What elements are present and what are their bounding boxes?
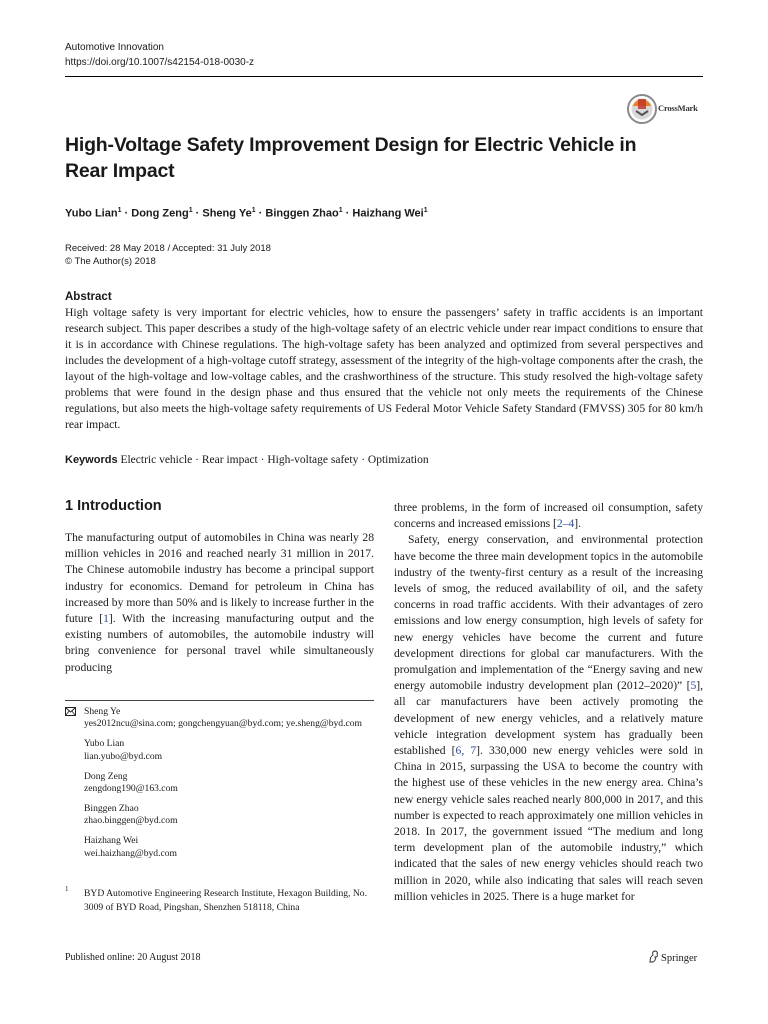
contact-name: Sheng Ye — [84, 706, 121, 717]
body-text: ], all car manufacturers have been actively promoting the development of new energy vehicles, and a relatively mature vehicle integration development system has gradually been established [ — [394, 679, 703, 758]
section-heading: 1 Introduction — [65, 498, 162, 514]
publisher-name: Springer — [661, 953, 698, 964]
copyright-notice: © The Author(s) 2018 — [65, 256, 156, 267]
author-name: Yubo Lian — [65, 207, 118, 220]
published-date: Published online: 20 August 2018 — [65, 952, 201, 963]
author-name: Sheng Ye — [202, 207, 252, 220]
contact-entry — [84, 771, 374, 796]
body-text: The manufacturing output of automobiles in China was nearly 28 million vehicles in 2016 and reached nearly 31 million in 2017. The Chinese automobile industry has become a principal support industry for economics. Demand for petroleum in China has increased by more than 50% and is likely to increase further in the future [ — [65, 531, 374, 626]
crossmark-label: CrossMark — [658, 103, 698, 113]
contact-email[interactable]: wei.haizhang@byd.com — [84, 847, 178, 859]
abstract-heading: Abstract — [65, 291, 112, 303]
crossmark-icon — [627, 93, 657, 125]
author-name: Dong Zeng — [131, 207, 189, 220]
header-divider — [65, 76, 703, 77]
body-text: Safety, energy conservation, and environmental protection have become the three main development topics in the automobile industry of the twenty-first century as a result of the increasing levels of smog, the reduced availability of oil, and the safety concerns in road traffic accidents. With their advantages of zero emissions and low energy consumption, high levels of safety for new energy vehicles have become the current and future development directions for global car manufacturers. With the promulgation and implementation of the “Energy saving and new energy automobile industry development plan (2012–2020)” [ — [394, 533, 703, 693]
corresponding-contacts — [84, 706, 374, 868]
contact-email[interactable]: yes2012ncu@sina.com; gongchengyuan@byd.com; ye.sheng@byd.com — [84, 718, 363, 730]
author-separator: · — [255, 207, 266, 220]
contact-entry — [84, 706, 374, 731]
author-separator: · — [192, 207, 203, 220]
citation-link[interactable]: 1 — [103, 612, 109, 626]
author-affiliation-mark: 1 — [338, 207, 343, 214]
author-separator: · — [121, 207, 132, 220]
intro-left-column — [65, 530, 374, 676]
citation-link[interactable]: 6, 7 — [455, 744, 477, 758]
publisher-logo — [648, 950, 697, 964]
abstract-text: High voltage safety is very important for electric vehicles, how to ensure the passengers’ safety in traffic accidents is an important research subject. This paper describes a study of the high-voltage safety of an electric vehicle under rear impact conditions to ensure that it is in accordance with Chinese regulations. The high-voltage safety has been analyzed and optimized from several perspectives and includes the development of a high-voltage cutoff strategy, assessment of the integrity of the high-voltage components after the crash, the layout of the high-voltage and low-voltage cables, and the crashworthiness of the structure. This study resolved the high-voltage safety problems that were found in the design phase and thus ensured that the vehicle not only meets the requirements of the Chinese regulations, but also meets the high-voltage safety requirements of US Federal Motor Vehicle Safety Standard (FMVSS) 305 for 80 km/h rear impact. — [65, 306, 703, 431]
intro-right-column — [394, 500, 703, 905]
body-text: three problems, in the form of increased oil consumption, safety concerns and increased emissions [ — [394, 501, 703, 531]
received-accepted-dates: Received: 28 May 2018 / Accepted: 31 July 2018 — [65, 243, 271, 254]
article-dates — [65, 242, 271, 268]
author-name: Haizhang Wei — [352, 207, 424, 220]
keywords-label: Keywords — [65, 454, 118, 466]
contact-email[interactable]: zhao.binggen@byd.com — [84, 815, 178, 827]
author-affiliation-mark: 1 — [188, 207, 193, 214]
crossmark-badge[interactable] — [627, 93, 703, 125]
author-separator: · — [342, 207, 353, 220]
contact-email[interactable]: zengdong190@163.com — [84, 783, 178, 795]
contact-email[interactable]: lian.yubo@byd.com — [84, 750, 163, 762]
intro-paragraph-3 — [394, 532, 703, 905]
contact-entry — [84, 835, 374, 860]
author-affiliation-mark: 1 — [117, 207, 122, 214]
affiliation-number: 1 — [65, 885, 69, 893]
author-affiliation-mark: 1 — [423, 207, 428, 214]
author-list — [65, 204, 428, 221]
affiliation-text: BYD Automotive Engineering Research Institute, Hexagon Building, No. 3009 of BYD Road, Pingshan, Shenzhen 518118, China — [84, 888, 367, 913]
body-text: ]. With the increasing manufacturing output and the existing numbers of automobiles, the automobile industry will bring convenience for personal travel while simultaneously producing — [65, 612, 374, 674]
citation-link[interactable]: 2–4 — [556, 517, 575, 531]
intro-paragraph-2 — [394, 500, 703, 532]
journal-name: Automotive Innovation — [65, 42, 164, 53]
springer-horse-icon — [648, 950, 659, 963]
footnote-divider — [65, 700, 374, 701]
envelope-icon — [65, 707, 76, 716]
body-text: ]. — [574, 517, 582, 531]
keywords — [65, 452, 429, 468]
contact-entry — [84, 738, 374, 763]
keywords-list: Electric vehicle · Rear impact · High-voltage safety · Optimization — [120, 454, 429, 466]
body-text: ]. 330,000 new energy vehicles were sold in China in 2015, surpassing the USA to become the country with the highest use of these vehicles in the new energy area. China’s new energy vehicle sales reached nearly 800,000 in 2017, and this number is expected to reach approximately one million vehicles in 2018. In 2017, the government issued “The medium and long term development plan of the automobile industry,” which indicated that the sales of new energy vehicles should reach two million in 2020, while also indicating that sales will reach seven million vehicles in 2025. There is a huge market for — [394, 744, 704, 903]
contact-entry — [84, 803, 374, 828]
intro-paragraph-1 — [65, 530, 374, 676]
author-name: Binggen Zhao — [265, 207, 339, 220]
paper-title: High-Voltage Safety Improvement Design for Electric Vehicle in Rear Impact — [65, 134, 637, 182]
author-affiliation-mark: 1 — [251, 207, 256, 214]
citation-link[interactable]: 5 — [690, 679, 697, 693]
contact-name: Yubo Lian — [84, 738, 125, 750]
contact-name: Haizhang Wei — [84, 835, 139, 847]
contact-name: Binggen Zhao — [84, 802, 139, 814]
contact-name: Dong Zeng — [84, 770, 128, 782]
doi-link[interactable]: https://doi.org/10.1007/s42154-018-0030-z — [65, 57, 255, 68]
